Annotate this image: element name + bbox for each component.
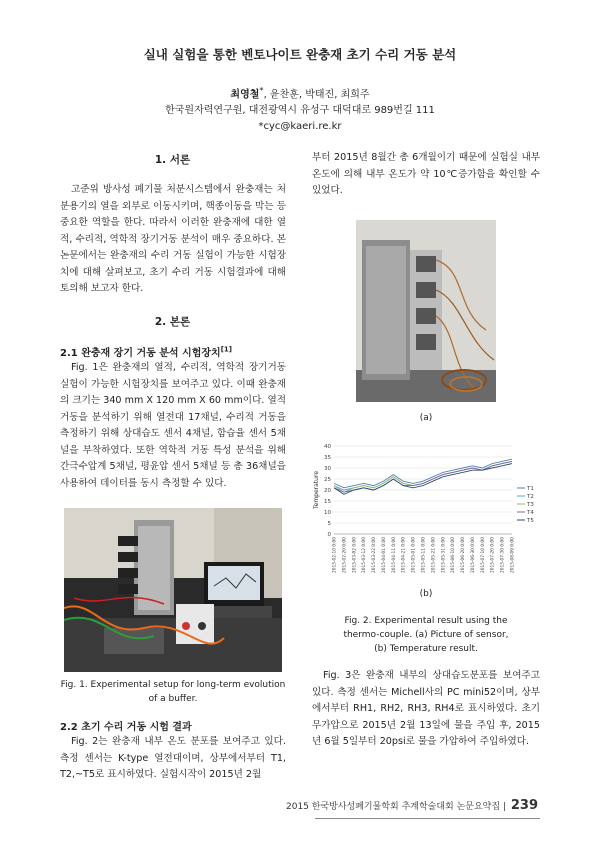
corresponding-author: 최영철 [230, 89, 260, 101]
continuation-text: 부터 2015년 8월간 총 6개월이기 때문에 실험실 내부 온도에 의해 내부 온도가 약 10℃증가함을 확인할 수 있었다. [312, 152, 540, 196]
legend-label-t3: T3 [527, 502, 534, 508]
x-tick-label: 2015-04-21 0:00 [401, 537, 407, 573]
co-authors: , 윤찬훈, 박태진, 최희주 [263, 89, 370, 101]
results-paragraph [60, 734, 286, 784]
email: *cyc@kaeri.re.kr [258, 121, 342, 133]
subsection-title: 2.1 완충재 장기 거동 분석 시험장치 [60, 348, 221, 359]
intro-text: 고준위 방사성 폐기물 처분시스템에서 완충재는 처분용기의 열을 외부로 이동시키며, 핵종이동을 막는 등 중요한 역할을 한다. 따라서 이러한 완충재에 대한 열적, 수리적, 역학적 장기거동 분석이 매우 중요하다. 본 논문에서는 완충재의 수리 거동 실험이 가능한 시험장치에 대해 살펴보고, 초기 수리 거동 시험결과에 대해 토의해 보고자 한다. [60, 184, 286, 294]
y-tick-label: 10 [324, 510, 331, 516]
y-tick-label: 0 [327, 532, 331, 538]
x-tick-label: 2015-07-20 0:00 [490, 537, 496, 573]
y-tick-label: 35 [324, 455, 331, 461]
section-heading-main: 2. 본론 [154, 316, 191, 328]
section-heading-intro: 1. 서론 [154, 154, 191, 166]
author-block [0, 82, 600, 135]
y-tick-label: 20 [324, 488, 331, 494]
figure-2b-chart [312, 438, 544, 588]
x-tick-label: 2015-02-20 0:00 [342, 537, 348, 573]
legend-label-t5: T5 [527, 518, 534, 524]
x-tick-label: 2015-07-10 0:00 [480, 537, 486, 573]
x-tick-label: 2015-03-02 0:00 [352, 537, 358, 573]
footer-text: 2015 한국방사성폐기물학회 추계학술대회 논문요약집 [286, 802, 501, 812]
y-tick-label: 30 [324, 466, 331, 472]
x-tick-label: 2015-08-09 0:00 [510, 537, 516, 573]
paper-title: 실내 실험을 통한 벤토나이트 완충재 초기 수리 거동 분석 [143, 47, 457, 62]
figure-2-caption-line2: thermo-couple. (a) Picture of sensor, [343, 630, 509, 640]
footer-rule [315, 818, 540, 819]
x-tick-label: 2015-07-30 0:00 [500, 537, 506, 573]
figure-1-caption: Fig. 1. Experimental setup for long-term evolution of a buffer. [60, 680, 286, 704]
setup-text: Fig. 1은 완충재의 열적, 수리적, 역학적 장기거동 실험이 가능한 시험장치를 보여주고 있다. 이때 완충재의 크기는 340 mm X 120 mm X 60 mm이다. 열적 거동을 분석하기 위해 열전대 17채널, 수리적 거동을 측정하기 위해 상대습도 센서 4채널, 함습율 센서 5채널을 부착하였다. 또한 역학적 거동 특성 분석을 위해 간극수압계 5채널, 평윤압 센서 5채널 등 총 36채널을 사용하여 데이터를 동시 측정할 수 있다. [60, 362, 286, 489]
author-line [0, 82, 600, 103]
figure-2-caption-line1: Fig. 2. Experimental result using the [344, 616, 508, 626]
legend-label-t2: T2 [527, 494, 534, 500]
x-tick-label: 2015-04-01 0:00 [381, 537, 387, 573]
temperature-chart [312, 438, 544, 588]
x-tick-label: 2015-05-11 0:00 [421, 537, 427, 573]
figure-2-caption [312, 614, 540, 656]
y-axis-label: Temperature [313, 470, 320, 510]
x-tick-label: 2015-05-31 0:00 [441, 537, 447, 573]
legend-label-t4: T4 [527, 510, 534, 516]
humidity-text: Fig. 3은 완충재 내부의 상대습도분포를 보여주고 있다. 측정 센서는 Michell사의 PC mini52이며, 상부에서부터 RH1, RH2, RH3, RH4로 표시하였다. 초기 무가압으로 2015년 2월 13일에 물을 주입 후, 2015년 6월 5일부터 20psi로 물을 가압하여 주입하였다. [312, 670, 540, 747]
x-tick-label: 2015-06-20 0:00 [461, 537, 467, 573]
legend-label-t1: T1 [527, 486, 534, 492]
figure-1-photo [64, 508, 282, 672]
x-tick-label: 2015-05-01 0:00 [411, 537, 417, 573]
series-line-t4 [334, 461, 512, 492]
x-tick-label: 2015-06-30 0:00 [470, 537, 476, 573]
affiliation: 한국원자력연구원, 대전광역시 유성구 대덕대로 989번길 111 [165, 105, 435, 117]
figure-2a-label: (a) [419, 413, 433, 423]
x-tick-label: 2015-02-10 0:00 [332, 537, 338, 573]
reference-mark: [1] [220, 345, 232, 354]
y-tick-label: 5 [327, 521, 331, 527]
figure-2b-label: (b) [419, 589, 433, 599]
page-number: 239 [510, 798, 538, 813]
humidity-paragraph [312, 668, 540, 751]
subsection-heading-results: 2.2 초기 수리 거동 시험 결과 [60, 722, 192, 733]
y-tick-label: 25 [324, 477, 331, 483]
x-tick-label: 2015-03-12 0:00 [362, 537, 368, 573]
x-tick-label: 2015-06-10 0:00 [451, 537, 457, 573]
footer-separator: | [502, 802, 506, 812]
author-mark: * [259, 85, 264, 95]
page-footer [286, 798, 538, 813]
y-tick-label: 40 [324, 444, 331, 450]
setup-paragraph [60, 360, 286, 492]
x-tick-label: 2015-03-22 0:00 [372, 537, 378, 573]
y-tick-label: 15 [324, 499, 331, 505]
figure-2a-photo [356, 220, 496, 402]
results-text: Fig. 2는 완충재 내부 온도 분포를 보여주고 있다. 측정 센서는 K-type 열전대이며, 상부에서부터 T1, T2,~T5로 표시하였다. 실험시작이 2015년 2월 [60, 736, 286, 780]
subsection-heading-setup [60, 344, 286, 359]
experimental-setup-image [64, 508, 282, 672]
x-tick-label: 2015-04-11 0:00 [391, 537, 397, 573]
series-line-t3 [334, 461, 512, 492]
x-tick-label: 2015-05-21 0:00 [431, 537, 437, 573]
figure-2-caption-line3: (b) Temperature result. [374, 644, 478, 654]
intro-paragraph [60, 182, 286, 298]
thermocouple-sensor-image [356, 220, 496, 402]
results-continuation [312, 150, 540, 200]
